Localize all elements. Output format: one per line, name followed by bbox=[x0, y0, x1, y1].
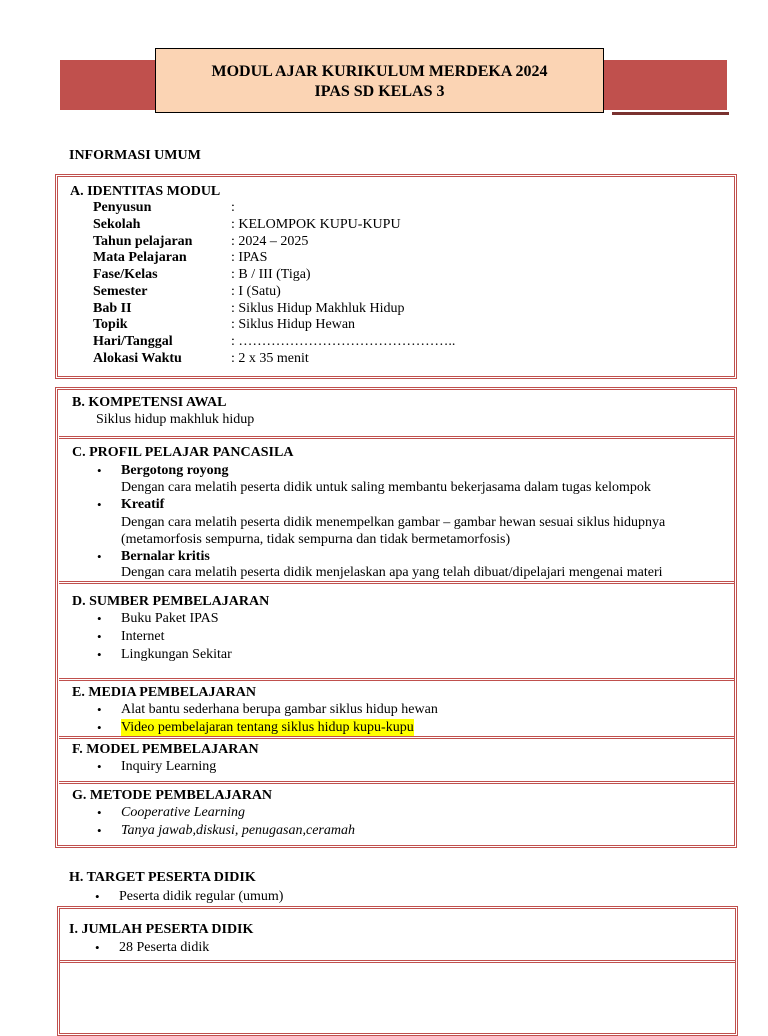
identity-value: : KELOMPOK KUPU-KUPU bbox=[231, 217, 401, 232]
identity-label: Sekolah bbox=[93, 217, 141, 232]
identity-label: Tahun pelajaran bbox=[93, 234, 193, 249]
identity-label: Alokasi Waktu bbox=[93, 351, 182, 366]
divider-c-d bbox=[59, 581, 735, 584]
identity-value: : 2 x 35 menit bbox=[231, 351, 309, 366]
section-b-heading: B. KOMPETENSI AWAL bbox=[72, 395, 227, 410]
list-item-text: Inquiry Learning bbox=[121, 759, 217, 774]
identity-label: Semester bbox=[93, 284, 148, 299]
bullet-icon: • bbox=[97, 497, 102, 512]
list-item-text: Tanya jawab,diskusi, penugasan,ceramah bbox=[121, 823, 355, 838]
identity-label: Bab II bbox=[93, 301, 132, 316]
identity-value: : IPAS bbox=[231, 250, 268, 265]
identity-label: Fase/Kelas bbox=[93, 267, 158, 282]
divider-e-f bbox=[59, 736, 735, 739]
list-item-text: Internet bbox=[121, 629, 165, 644]
identity-value: : bbox=[231, 200, 235, 215]
divider-f-g bbox=[59, 781, 735, 784]
bullet-icon: • bbox=[95, 889, 100, 904]
identity-label: Hari/Tanggal bbox=[93, 334, 173, 349]
section-i-heading: I. JUMLAH PESERTA DIDIK bbox=[69, 922, 254, 937]
title-box bbox=[155, 48, 604, 113]
bullet-icon: • bbox=[97, 823, 102, 838]
profile-item-title: Bernalar kritis bbox=[121, 549, 210, 564]
list-item-text: 28 Peserta didik bbox=[119, 940, 210, 955]
identity-label: Penyusun bbox=[93, 200, 152, 215]
divider-d-e bbox=[59, 678, 735, 681]
bullet-icon: • bbox=[97, 629, 102, 644]
identity-label: Topik bbox=[93, 317, 128, 332]
bullet-icon: • bbox=[95, 940, 100, 955]
bullet-icon: • bbox=[97, 805, 102, 820]
identity-value: : I (Satu) bbox=[231, 284, 281, 299]
section-h-heading: H. TARGET PESERTA DIDIK bbox=[69, 870, 256, 885]
divider-i bbox=[60, 960, 736, 963]
profile-item-desc: Dengan cara melatih peserta didik untuk saling membantu bekerjasama dalam tugas kelompok bbox=[121, 480, 651, 495]
bullet-icon: • bbox=[97, 549, 102, 564]
section-e-heading: E. MEDIA PEMBELAJARAN bbox=[72, 685, 256, 700]
bullet-icon: • bbox=[97, 759, 102, 774]
profile-item-title: Bergotong royong bbox=[121, 463, 229, 478]
section-b-text: Siklus hidup makhluk hidup bbox=[96, 412, 255, 427]
section-a-heading: A. IDENTITAS MODUL bbox=[70, 184, 221, 199]
identity-value: : Siklus Hidup Hewan bbox=[231, 317, 356, 332]
section-f-heading: F. MODEL PEMBELAJARAN bbox=[72, 742, 259, 757]
bullet-icon: • bbox=[97, 702, 102, 717]
title-line-1: MODUL AJAR KURIKULUM MERDEKA 2024 bbox=[211, 63, 548, 80]
identity-value: : 2024 – 2025 bbox=[231, 234, 309, 249]
bullet-icon: • bbox=[97, 463, 102, 478]
header-band-shadow bbox=[612, 112, 729, 115]
profile-item-title: Kreatif bbox=[121, 497, 165, 512]
list-item-text: Buku Paket IPAS bbox=[121, 611, 219, 626]
identity-value: : B / III (Tiga) bbox=[231, 267, 311, 282]
identity-value: : Siklus Hidup Makhluk Hidup bbox=[231, 301, 405, 316]
identity-label: Mata Pelajaran bbox=[93, 250, 187, 265]
list-item-text: Lingkungan Sekitar bbox=[121, 647, 232, 662]
list-item-text: Peserta didik regular (umum) bbox=[119, 889, 284, 904]
bullet-icon: • bbox=[97, 611, 102, 626]
profile-item-desc: Dengan cara melatih peserta didik menempelkan gambar – gambar hewan sesuai siklus hidupnya bbox=[121, 515, 666, 530]
title-line-2: IPAS SD KELAS 3 bbox=[314, 83, 445, 100]
bullet-icon: • bbox=[97, 647, 102, 662]
section-g-heading: G. METODE PEMBELAJARAN bbox=[72, 788, 273, 803]
profile-item-desc: (metamorfosis sempurna, tidak sempurna dan tidak bermetamorfosis) bbox=[121, 532, 511, 547]
highlighted-list-item-text: Video pembelajaran tentang siklus hidup kupu-kupu bbox=[121, 720, 414, 735]
list-item-text: Alat bantu sederhana berupa gambar siklus hidup hewan bbox=[121, 702, 438, 717]
section-d-heading: D. SUMBER PEMBELAJARAN bbox=[72, 594, 270, 609]
profile-item-desc: Dengan cara melatih peserta didik menjelaskan apa yang telah dibuat/dipelajari mengenai materi bbox=[121, 565, 663, 580]
divider-b-c bbox=[59, 436, 735, 439]
info-heading: INFORMASI UMUM bbox=[69, 148, 201, 163]
identity-value: : ……………………………………….. bbox=[231, 334, 456, 349]
list-item-text: Cooperative Learning bbox=[121, 805, 246, 820]
bullet-icon: • bbox=[97, 720, 102, 735]
section-c-heading: C. PROFIL PELAJAR PANCASILA bbox=[72, 445, 294, 460]
